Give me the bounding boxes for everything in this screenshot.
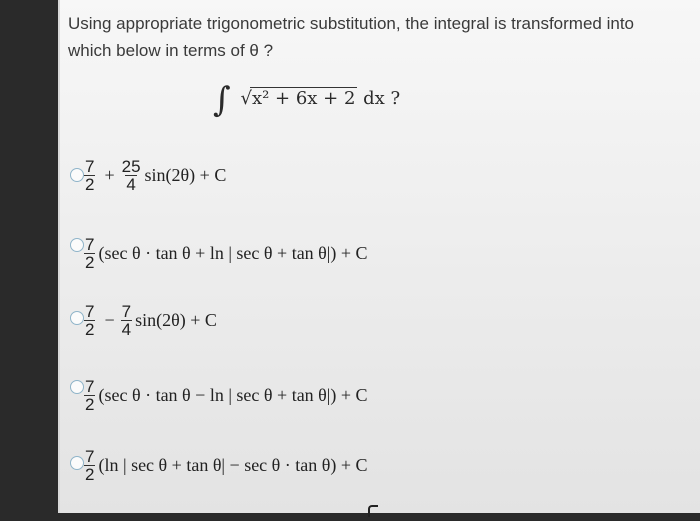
option-3-rest: sin(2θ) + C (135, 310, 217, 330)
option-5-rest: (ln | sec θ + tan θ| − sec θ · tan θ) + C (98, 455, 368, 475)
option-3-operator: − (104, 310, 115, 330)
option-3-expression (84, 303, 217, 338)
integral-radicand: x² + 6x + 2 (251, 88, 356, 109)
option-1-fraction-1: $\frac{7}{2}$ (85, 157, 95, 194)
option-3-fraction-2: $\frac{7}{4}$ (121, 302, 132, 339)
radio-button-3[interactable] (70, 311, 84, 325)
sqrt-symbol: √ (240, 88, 252, 109)
option-4-expression (84, 378, 368, 413)
option-1-fraction-2: $\frac{25}{4}$ (121, 157, 141, 194)
integral-sign: ∫ (213, 80, 231, 120)
option-4-fraction: $\frac{7}{2}$ (85, 377, 95, 414)
option-1-rest: sin(2θ) + C (144, 165, 227, 185)
radio-button-4[interactable] (70, 380, 84, 394)
option-4-rest: (sec θ · tan θ − ln | sec θ + tan θ|) + C (98, 385, 368, 405)
partial-glyph (368, 505, 378, 517)
radio-button-5[interactable] (70, 456, 84, 470)
integral-tail: dx ? (363, 88, 401, 109)
radio-button-1[interactable] (70, 168, 84, 182)
radio-button-2[interactable] (70, 238, 84, 252)
integral-expression (213, 80, 400, 120)
option-5-expression (84, 448, 368, 483)
option-1-expression (84, 158, 226, 193)
option-2-rest: (sec θ · tan θ + ln | sec θ + tan θ|) + C (98, 243, 368, 263)
option-2-expression (84, 236, 368, 271)
option-3-fraction-1: $\frac{7}{2}$ (85, 302, 95, 339)
option-2-fraction: $\frac{7}{2}$ (85, 235, 95, 272)
question-text: Using appropriate trigonometric substitution, the integral is transformed into which below in terms of θ ? (68, 14, 635, 60)
option-1-operator: + (104, 165, 115, 185)
option-5-fraction: $\frac{7}{2}$ (85, 447, 95, 484)
